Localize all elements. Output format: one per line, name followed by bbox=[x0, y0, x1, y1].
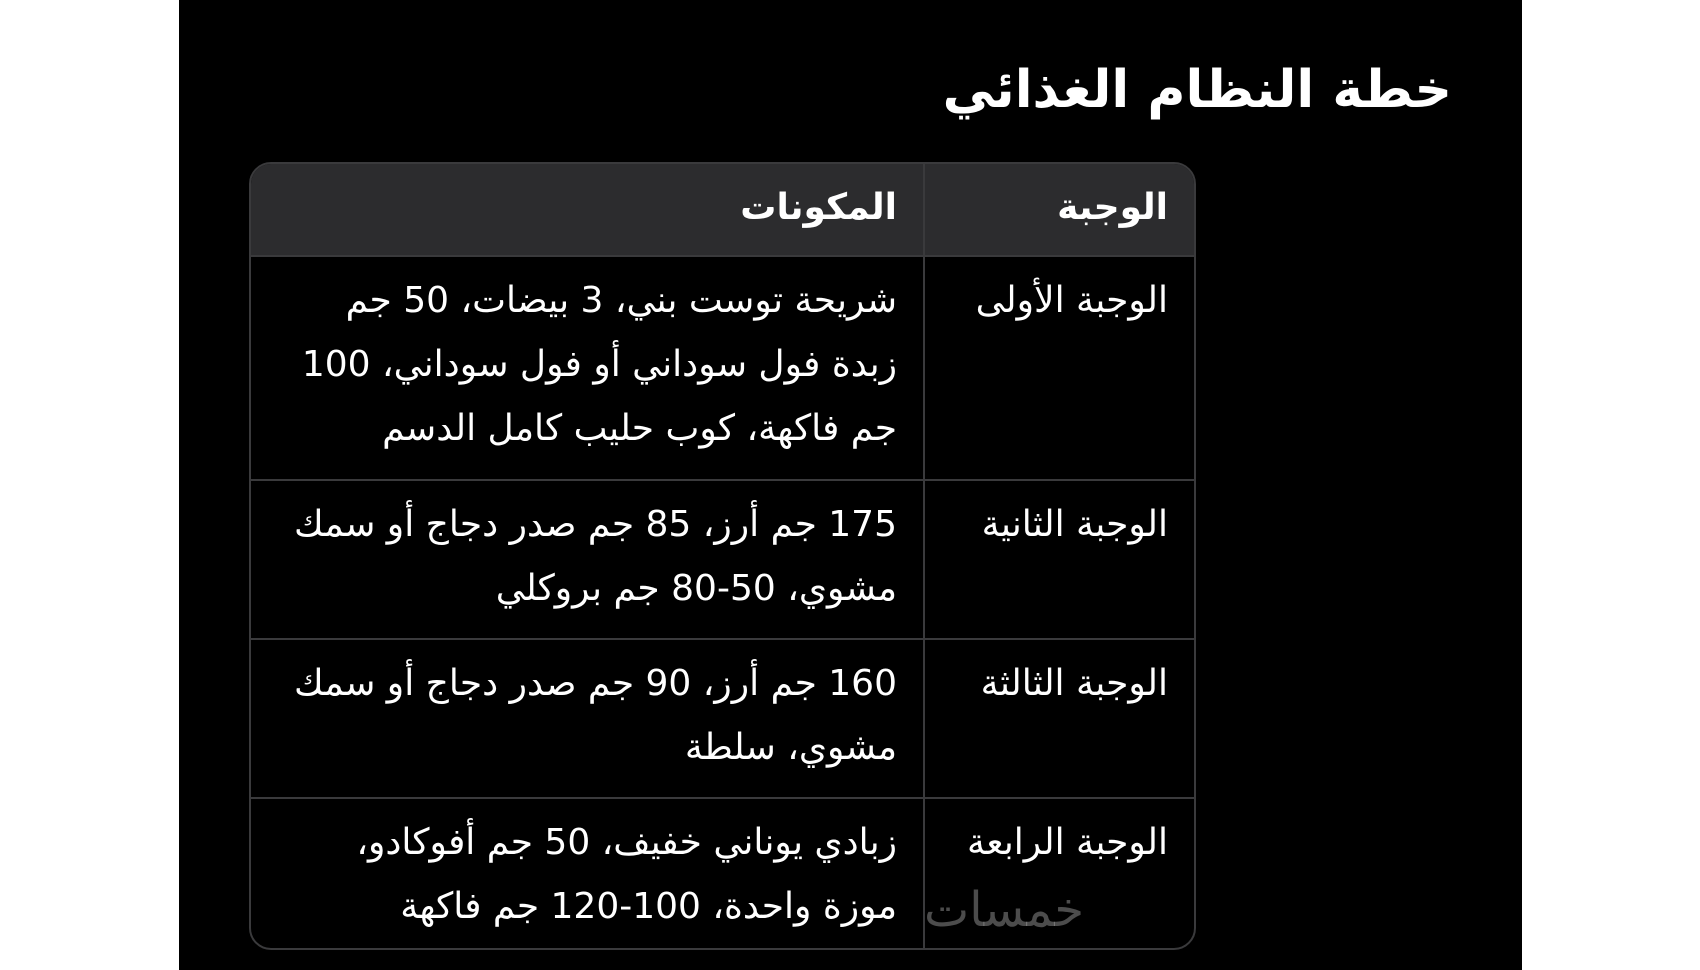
header-meal: الوجبة bbox=[924, 164, 1194, 256]
meal-name: الوجبة الثالثة bbox=[924, 639, 1194, 798]
meal-ingredients: زبادي يوناني خفيف، 50 جم أفوكادو، موزة واحدة، 100-120 جم فاكهة bbox=[356, 822, 897, 927]
meal-ingredients: 160 جم أرز، 90 جم صدر دجاج أو سمك مشوي، سلطة bbox=[294, 663, 897, 768]
table-row bbox=[251, 480, 1194, 639]
dark-screen bbox=[179, 0, 1522, 970]
diet-plan-table bbox=[251, 164, 1194, 950]
meal-name: الوجبة الثانية bbox=[924, 480, 1194, 639]
page-title: خطة النظام الغذائي bbox=[942, 60, 1452, 120]
table-row bbox=[251, 639, 1194, 798]
meal-name: الوجبة الرابعة bbox=[924, 798, 1194, 950]
diet-table-container bbox=[249, 162, 1196, 950]
meal-ingredients: شريحة توست بني، 3 بيضات، 50 جم زبدة فول سوداني أو فول سوداني، 100 جم فاكهة، كوب حليب كامل الدسم bbox=[301, 280, 897, 449]
header-ingredients: المكونات bbox=[251, 164, 924, 256]
table-row bbox=[251, 798, 1194, 950]
meal-ingredients: 175 جم أرز، 85 جم صدر دجاج أو سمك مشوي، 50-80 جم بروكلي bbox=[294, 504, 897, 609]
watermark: خمسات bbox=[924, 882, 1085, 938]
table-row bbox=[251, 256, 1194, 480]
table-header-row bbox=[251, 164, 1194, 256]
meal-name: الوجبة الأولى bbox=[924, 256, 1194, 480]
